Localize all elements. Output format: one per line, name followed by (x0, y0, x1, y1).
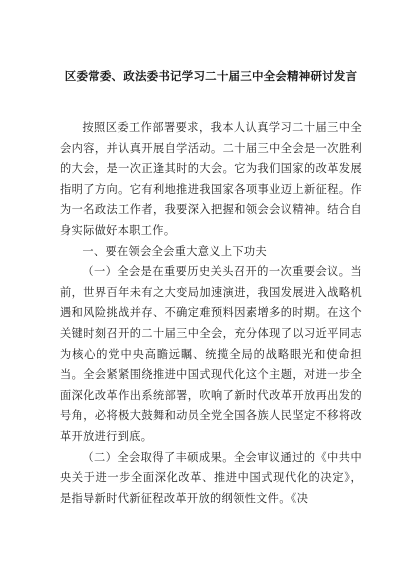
subsection-paragraph-2: （二）全会取得了丰硕成果。全会审议通过的《中共中央关于进一步全面深化改革、推进中国式现代化的决定》，是指导新时代新征程改革开放的纲领性文件。《决 (60, 450, 362, 505)
subsection-paragraph-1: （一）全会是在重要历史关头召开的一次重要会议。当前，世界百年未有之大变局加速演进，我国发展进入战略机遇和风险挑战并存、不确定难预料因素增多的时期。在这个关键时刻召开的二十届三中全会，充分体现了以习近平同志为核心的党中央高瞻远瞩、统揽全局的战略眼光和使命担当。全会紧紧围绕推进中国式现代化这个主题，对进一步全面深化改革作出系统部署，吹响了新时代改革开放再出发的号角，必将极大鼓舞和动员全党全国各族人民坚定不移将改革开放进行到底。 (60, 265, 362, 443)
document-title: 区委常委、政法委书记学习二十届三中全会精神研讨发言 (64, 69, 358, 83)
intro-paragraph: 按照区委工作部署要求，我本人认真学习二十届三中全会内容，并认真开展自学活动。二十届三中全会是一次胜利的大会，是一次正逢其时的大会。它为我们国家的改革发展指明了方向。它有利地推进我国家各项事业迈上新征程。作为一名政法工作者，我要深入把握和领会会议精神。结合自身实际做好本职工作。 (60, 121, 362, 237)
section-heading-1: 一、要在领会全会重大意义上下功夫 (82, 244, 267, 258)
